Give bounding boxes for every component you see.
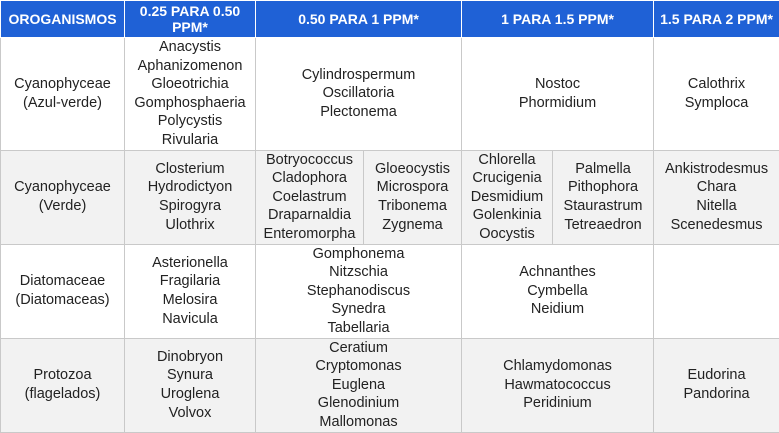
cell-line: Nostoc	[464, 75, 651, 94]
cell-line: Asterionella	[127, 254, 253, 273]
cell-line: Microspora	[366, 178, 459, 197]
cell-line: (Verde)	[3, 197, 122, 216]
cell-line: Staurastrum	[555, 197, 651, 216]
cell-line: Diatomaceae	[3, 272, 122, 291]
species-cell-range-3b	[553, 150, 654, 244]
cell-line: Tabellaria	[258, 319, 459, 338]
header-range-1-15: 1 PARA 1.5 PPM*	[462, 1, 654, 38]
cell-line: Spirogyra	[127, 197, 253, 216]
cell-line: Cladophora	[258, 169, 361, 188]
cell-line: Crucigenia	[464, 169, 550, 188]
cell-line: (Diatomaceas)	[3, 291, 122, 310]
cell-line: Polycystis	[127, 112, 253, 131]
cell-line: Nitzschia	[258, 263, 459, 282]
header-row	[1, 1, 779, 38]
species-cell-range-1	[125, 38, 256, 151]
cell-line: Uroglena	[127, 385, 253, 404]
species-cell-range-1	[125, 244, 256, 338]
cell-line: Draparnaldia	[258, 206, 361, 225]
cell-line: Hydrodictyon	[127, 178, 253, 197]
cell-line: Gloeotrichia	[127, 75, 253, 94]
species-cell-range-4	[654, 150, 779, 244]
species-cell-range-4	[654, 244, 779, 338]
cell-line: Peridinium	[464, 394, 651, 413]
cell-line: Gomphonema	[258, 245, 459, 264]
cell-line: Volvox	[127, 404, 253, 423]
cell-line: Gloeocystis	[366, 160, 459, 179]
organism-cell	[1, 38, 125, 151]
cell-line: Fragilaria	[127, 272, 253, 291]
cell-line: (flagelados)	[3, 385, 122, 404]
organism-cell	[1, 150, 125, 244]
cell-line: Pandorina	[656, 385, 777, 404]
cell-line: Nitella	[656, 197, 777, 216]
cell-line: Tribonema	[366, 197, 459, 216]
cell-line: Palmella	[555, 160, 651, 179]
header-range-15-2: 1.5 PARA 2 PPM*	[654, 1, 779, 38]
cell-line: Golenkinia	[464, 206, 550, 225]
cell-line: Plectonema	[258, 103, 459, 122]
species-cell-range-3	[462, 38, 654, 151]
species-cell-range-3	[462, 338, 654, 432]
cell-line: Oscillatoria	[258, 84, 459, 103]
cell-line: Eudorina	[656, 366, 777, 385]
cell-line: Navicula	[127, 310, 253, 329]
cell-line: Ceratium	[258, 339, 459, 358]
cell-line: Phormidium	[464, 94, 651, 113]
species-cell-range-2	[256, 38, 462, 151]
header-range-025-050: 0.25 PARA 0.50 PPM*	[125, 1, 256, 38]
cell-line: Mallomonas	[258, 413, 459, 432]
cell-line: Neidium	[464, 300, 651, 319]
species-cell-range-4	[654, 38, 779, 151]
cell-line: Hawmatococcus	[464, 376, 651, 395]
cell-line: Cyanophyceae	[3, 75, 122, 94]
table-row-cyanophyceae-green	[1, 150, 779, 244]
species-cell-range-1	[125, 338, 256, 432]
cell-line: Achnanthes	[464, 263, 651, 282]
cell-line: Chlorella	[464, 151, 550, 170]
cell-line: Desmidium	[464, 188, 550, 207]
species-cell-range-4	[654, 338, 779, 432]
cell-line: Cylindrospermum	[258, 66, 459, 85]
cell-line: Closterium	[127, 160, 253, 179]
header-organisms: OROGANISMOS	[1, 1, 125, 38]
cell-line: Glenodinium	[258, 394, 459, 413]
cell-line: Cyanophyceae	[3, 178, 122, 197]
cell-line: Chlamydomonas	[464, 357, 651, 376]
cell-line: Cymbella	[464, 282, 651, 301]
cell-line: Anacystis	[127, 38, 253, 57]
cell-line: Calothrix	[656, 75, 777, 94]
cell-line: Melosira	[127, 291, 253, 310]
cell-line: Dinobryon	[127, 348, 253, 367]
cell-line: Pithophora	[555, 178, 651, 197]
species-cell-range-1	[125, 150, 256, 244]
cell-line: Enteromorpha	[258, 225, 361, 244]
cell-line: Scenedesmus	[656, 216, 777, 235]
cell-line: Rivularia	[127, 131, 253, 150]
cell-line: Cryptomonas	[258, 357, 459, 376]
header-range-050-1: 0.50 PARA 1 PPM*	[256, 1, 462, 38]
table-row-diatomaceae	[1, 244, 779, 338]
cell-line: (Azul-verde)	[3, 94, 122, 113]
cell-line: Synura	[127, 366, 253, 385]
cell-line: Symploca	[656, 94, 777, 113]
cell-line: Tetreaedron	[555, 216, 651, 235]
cell-line: Gomphosphaeria	[127, 94, 253, 113]
table-row-protozoa	[1, 338, 779, 432]
species-cell-range-2a	[256, 150, 364, 244]
organism-cell	[1, 338, 125, 432]
cell-line: Botryococcus	[258, 151, 361, 170]
cell-line: Ankistrodesmus	[656, 160, 777, 179]
cell-line: Coelastrum	[258, 188, 361, 207]
cell-line: Euglena	[258, 376, 459, 395]
cell-line: Chara	[656, 178, 777, 197]
cell-line: Oocystis	[464, 225, 550, 244]
species-cell-range-2	[256, 244, 462, 338]
cell-line: Aphanizomenon	[127, 57, 253, 76]
species-cell-range-3a	[462, 150, 553, 244]
cell-line: Synedra	[258, 300, 459, 319]
cell-line: Stephanodiscus	[258, 282, 459, 301]
cell-line: Protozoa	[3, 366, 122, 385]
organism-cell	[1, 244, 125, 338]
cell-line: Ulothrix	[127, 216, 253, 235]
species-cell-range-3	[462, 244, 654, 338]
table-row-cyanophyceae-blue-green	[1, 38, 779, 151]
species-cell-range-2b	[364, 150, 462, 244]
cell-line: Zygnema	[366, 216, 459, 235]
species-cell-range-2	[256, 338, 462, 432]
